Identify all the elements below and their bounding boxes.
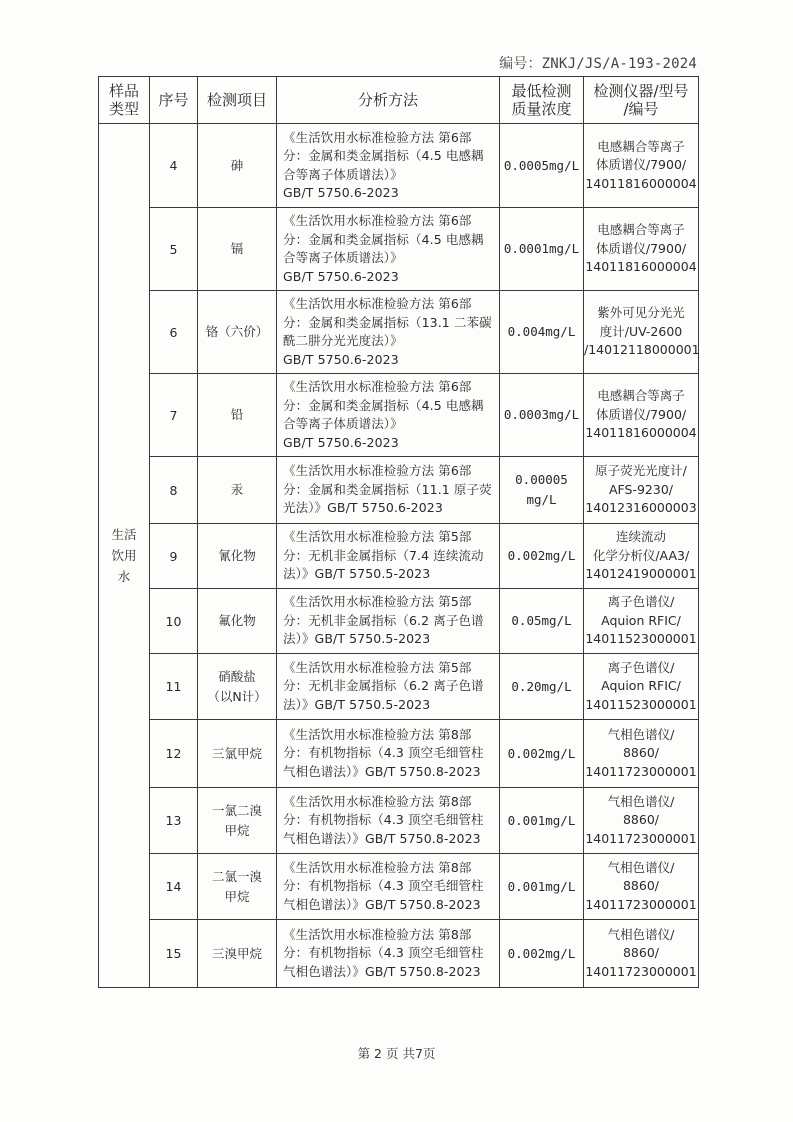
detection-limit-cell: 0.001mg/L	[500, 788, 584, 854]
seq-cell: 15	[150, 920, 198, 988]
page-footer: 第 2 页 共7页	[357, 1046, 436, 1061]
instrument-cell: 离子色谱仪/ Aquion RFIC/ 14011523000001	[584, 654, 699, 720]
seq-cell: 10	[150, 589, 198, 654]
analysis-method-cell: 《生活饮用水标准检验方法 第6部 分：金属和类金属指标（4.5 电感耦 合等离子体质谱法）》 GB/T 5750.6-2023	[277, 124, 500, 208]
header-method: 分析方法	[277, 77, 500, 124]
instrument-cell: 电感耦合等离子 体质谱仪/7900/ 14011816000004	[584, 124, 699, 208]
analysis-method-cell: 《生活饮用水标准检验方法 第6部 分：金属和类金属指标（11.1 原子荧 光法）》GB/T 5750.6-2023	[277, 457, 500, 524]
table-row	[99, 589, 699, 654]
analysis-method-cell: 《生活饮用水标准检验方法 第8部 分：有机物指标（4.3 顶空毛细管柱 气相色谱法）》GB/T 5750.8-2023	[277, 854, 500, 920]
table-row	[99, 374, 699, 457]
analysis-method-cell: 《生活饮用水标准检验方法 第6部 分：金属和类金属指标（13.1 二苯碳 酰二肼分光光度法）》 GB/T 5750.6-2023	[277, 291, 500, 374]
analysis-method-cell: 《生活饮用水标准检验方法 第8部 分：有机物指标（4.3 顶空毛细管柱 气相色谱法）》GB/T 5750.8-2023	[277, 920, 500, 988]
seq-cell: 4	[150, 124, 198, 208]
test-item-cell: 铅	[198, 374, 277, 457]
detection-limit-cell: 0.0005mg/L	[500, 124, 584, 208]
instrument-cell: 气相色谱仪/ 8860/ 14011723000001	[584, 854, 699, 920]
detection-limit-cell: 0.002mg/L	[500, 524, 584, 589]
table-row	[99, 720, 699, 788]
header-item: 检测项目	[198, 77, 277, 124]
instrument-cell: 原子荧光光度计/ AFS-9230/ 14012316000003	[584, 457, 699, 524]
test-item-cell: 三溴甲烷	[198, 920, 277, 988]
detection-limit-cell: 0.05mg/L	[500, 589, 584, 654]
test-item-cell: 氰化物	[198, 524, 277, 589]
seq-cell: 6	[150, 291, 198, 374]
analysis-method-cell: 《生活饮用水标准检验方法 第5部 分：无机非金属指标（6.2 离子色谱 法）》GB/T 5750.5-2023	[277, 654, 500, 720]
detection-limit-cell: 0.20mg/L	[500, 654, 584, 720]
header-seq: 序号	[150, 77, 198, 124]
table-row	[99, 788, 699, 854]
seq-cell: 14	[150, 854, 198, 920]
test-item-cell: 镉	[198, 208, 277, 291]
seq-cell: 13	[150, 788, 198, 854]
seq-cell: 5	[150, 208, 198, 291]
instrument-cell: 连续流动 化学分析仪/AA3/ 14012419000001	[584, 524, 699, 589]
instrument-cell: 离子色谱仪/ Aquion RFIC/ 14011523000001	[584, 589, 699, 654]
detection-limit-cell: 0.002mg/L	[500, 920, 584, 988]
instrument-cell: 紫外可见分光光 度计/UV-2600 /14012118000001	[584, 291, 699, 374]
analysis-method-cell: 《生活饮用水标准检验方法 第6部 分：金属和类金属指标（4.5 电感耦 合等离子体质谱法）》 GB/T 5750.6-2023	[277, 374, 500, 457]
table-row	[99, 124, 699, 208]
table-header-row	[99, 77, 699, 124]
instrument-cell: 电感耦合等离子 体质谱仪/7900/ 14011816000004	[584, 374, 699, 457]
header-instrument: 检测仪器/型号 /编号	[584, 77, 699, 124]
detection-limit-cell: 0.001mg/L	[500, 854, 584, 920]
instrument-cell: 气相色谱仪/ 8860/ 14011723000001	[584, 920, 699, 988]
instrument-cell: 电感耦合等离子 体质谱仪/7900/ 14011816000004	[584, 208, 699, 291]
table-row	[99, 854, 699, 920]
detection-limit-cell: 0.00005 mg/L	[500, 457, 584, 524]
table-row	[99, 208, 699, 291]
seq-cell: 11	[150, 654, 198, 720]
test-item-cell: 硝酸盐 （以N计）	[198, 654, 277, 720]
test-item-cell: 三氯甲烷	[198, 720, 277, 788]
sample-type-cell: 生活 饮用 水	[99, 124, 150, 988]
detection-limit-cell: 0.002mg/L	[500, 720, 584, 788]
test-item-cell: 砷	[198, 124, 277, 208]
header-sample-type: 样品 类型	[99, 77, 150, 124]
test-item-cell: 氟化物	[198, 589, 277, 654]
analysis-method-cell: 《生活饮用水标准检验方法 第6部 分：金属和类金属指标（4.5 电感耦 合等离子体质谱法）》 GB/T 5750.6-2023	[277, 208, 500, 291]
document-number: 编号：ZNKJ/JS/A-193-2024	[499, 56, 697, 72]
analysis-method-cell: 《生活饮用水标准检验方法 第8部 分：有机物指标（4.3 顶空毛细管柱 气相色谱法）》GB/T 5750.8-2023	[277, 720, 500, 788]
analysis-method-cell: 《生活饮用水标准检验方法 第8部 分：有机物指标（4.3 顶空毛细管柱 气相色谱法）》GB/T 5750.8-2023	[277, 788, 500, 854]
seq-cell: 12	[150, 720, 198, 788]
table-row	[99, 920, 699, 988]
seq-cell: 8	[150, 457, 198, 524]
detection-limit-cell: 0.0003mg/L	[500, 374, 584, 457]
instrument-cell: 气相色谱仪/ 8860/ 14011723000001	[584, 788, 699, 854]
table-row	[99, 654, 699, 720]
header-limit: 最低检测 质量浓度	[500, 77, 584, 124]
analysis-method-cell: 《生活饮用水标准检验方法 第5部 分：无机非金属指标（7.4 连续流动 法）》GB/T 5750.5-2023	[277, 524, 500, 589]
seq-cell: 7	[150, 374, 198, 457]
detection-limit-cell: 0.004mg/L	[500, 291, 584, 374]
test-methods-table	[98, 76, 699, 988]
test-item-cell: 铬（六价）	[198, 291, 277, 374]
instrument-cell: 气相色谱仪/ 8860/ 14011723000001	[584, 720, 699, 788]
seq-cell: 9	[150, 524, 198, 589]
test-item-cell: 汞	[198, 457, 277, 524]
test-item-cell: 一氯二溴 甲烷	[198, 788, 277, 854]
test-item-cell: 二氯一溴 甲烷	[198, 854, 277, 920]
detection-limit-cell: 0.0001mg/L	[500, 208, 584, 291]
table-row	[99, 524, 699, 589]
table-row	[99, 457, 699, 524]
table-row	[99, 291, 699, 374]
analysis-method-cell: 《生活饮用水标准检验方法 第5部 分：无机非金属指标（6.2 离子色谱 法）》GB/T 5750.5-2023	[277, 589, 500, 654]
